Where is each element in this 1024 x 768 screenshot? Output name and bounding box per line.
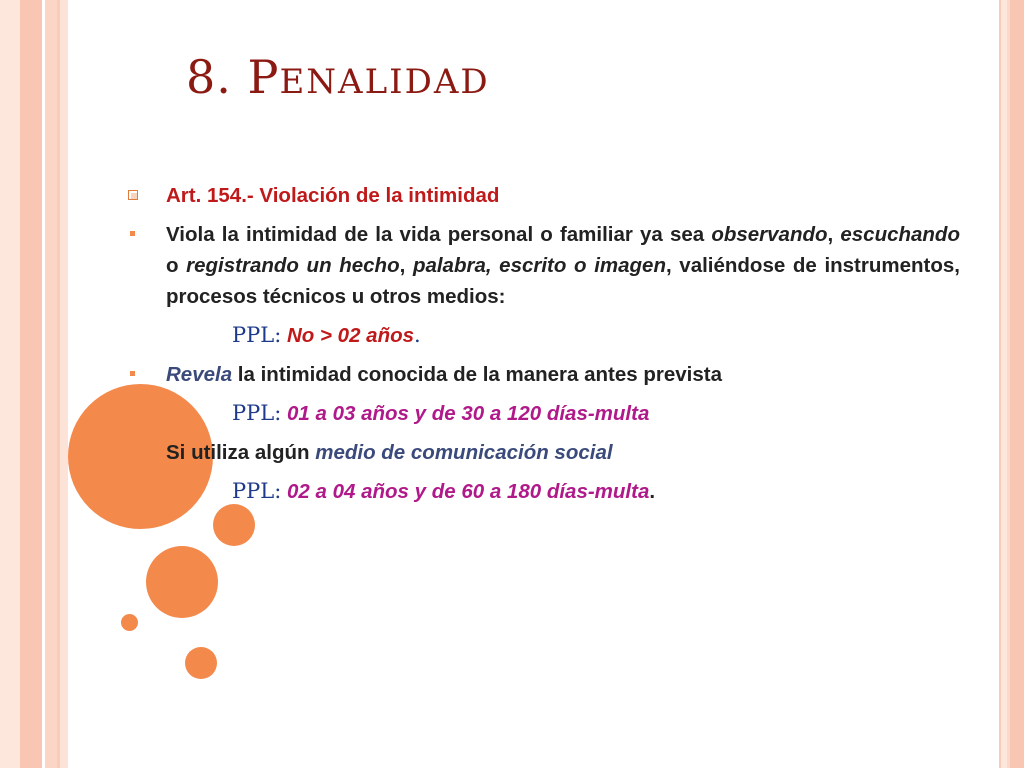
right-stripe-1 (1010, 0, 1024, 768)
title-rest: ENALIDAD (279, 62, 490, 102)
right-stripe-3 (1001, 0, 1007, 768)
text-italic: registrando un hecho (186, 254, 400, 277)
text: , (399, 254, 413, 277)
left-stripe-6 (60, 0, 68, 768)
text-italic: palabra, escrito o imagen (412, 254, 666, 277)
list-item-revela (128, 359, 960, 390)
decor-circle-small-lower (185, 647, 217, 679)
title-number: 8. (186, 50, 248, 104)
ppl-value: 02 a 04 años y de 60 a 180 días-multa (286, 480, 650, 503)
slide-title (186, 50, 490, 104)
slide-content (128, 180, 960, 515)
text-italic: escuchando (840, 223, 960, 246)
left-stripe-2 (20, 0, 42, 768)
text-medio (128, 437, 960, 468)
small-square-bullet-icon (130, 231, 135, 236)
ppl-line-1 (128, 320, 960, 351)
article-heading: Art. 154.- Violación de la intimidad (166, 184, 500, 207)
ppl-label: PPL: (232, 323, 282, 347)
text-italic: Revela (166, 363, 233, 386)
right-stripe-2 (1007, 0, 1010, 768)
text-italic: medio de comunicación social (315, 441, 613, 464)
text: , (827, 223, 841, 246)
ppl-value: No > 02 años (286, 324, 415, 347)
text: Si utiliza algún (166, 441, 316, 464)
ppl-value: 01 a 03 años y de 30 a 120 días-multa (286, 402, 650, 425)
ppl-end: . (414, 323, 421, 347)
text: o (166, 254, 187, 277)
ppl-line-2 (128, 398, 960, 429)
ppl-line-3 (128, 476, 960, 507)
square-bullet-icon (128, 190, 138, 200)
text-italic: observando (711, 223, 828, 246)
right-stripe-4 (999, 0, 1001, 768)
left-stripe-4 (45, 0, 57, 768)
text: la intimidad conocida de la manera antes prevista (232, 363, 722, 386)
ppl-end: . (649, 480, 656, 503)
list-item-viola (128, 219, 960, 312)
ppl-label: PPL: (232, 479, 282, 503)
title-first-letter: P (247, 50, 280, 104)
text: , valiéndose de instrumentos, procesos técnicos u otros medios: (166, 254, 960, 308)
ppl-label: PPL: (232, 401, 282, 425)
decor-circle-tiny (121, 614, 138, 631)
decor-circle-medium (146, 546, 218, 618)
text: Viola la intimidad de la vida personal o familiar ya sea (166, 223, 712, 246)
left-stripe-1 (0, 0, 20, 768)
heading-item (128, 180, 960, 211)
small-square-bullet-icon (130, 371, 135, 376)
